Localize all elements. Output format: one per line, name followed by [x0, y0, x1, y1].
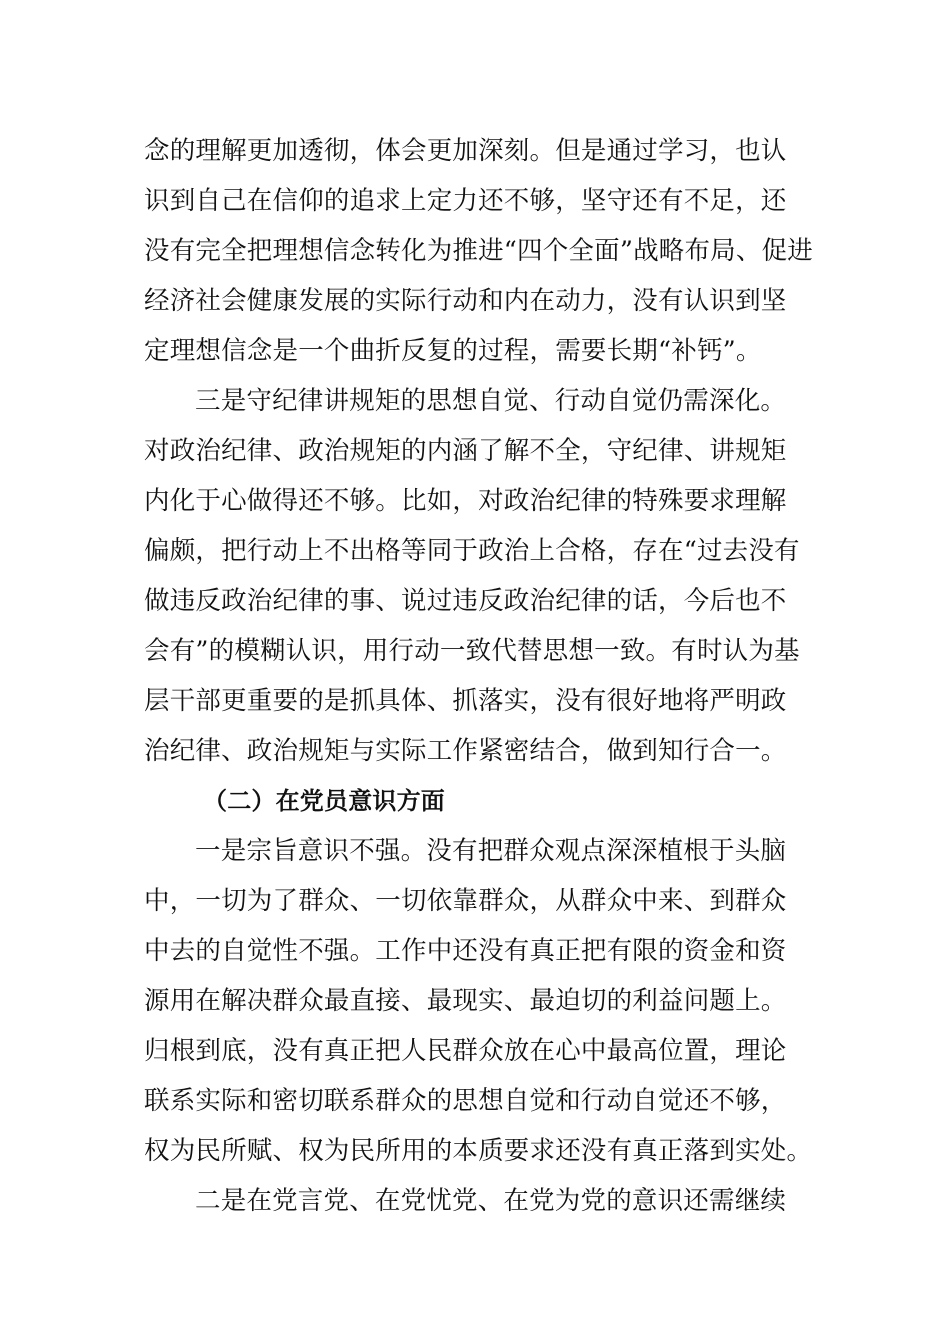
- text-line: 对政治纪律、政治规矩的内涵了解不全，守纪律、讲规矩: [144, 436, 787, 466]
- text-line: 联系实际和密切联系群众的思想自觉和行动自觉还不够，: [144, 1086, 787, 1116]
- text-line: 识到自己在信仰的追求上定力还不够，坚守还有不足，还: [144, 186, 787, 216]
- text-line: 归根到底，没有真正把人民群众放在心中最高位置，理论: [144, 1036, 787, 1066]
- paragraph-first-line: 三是守纪律讲规矩的思想自觉、行动自觉仍需深化。: [195, 386, 787, 416]
- section-heading: （二）在党员意识方面: [203, 787, 445, 815]
- text-line: 没有完全把理想信念转化为推进“四个全面”战略布局、促进: [144, 236, 813, 266]
- text-line: 源用在解决群众最直接、最现实、最迫切的利益问题上。: [144, 986, 787, 1016]
- paragraph-first-line: 一是宗旨意识不强。没有把群众观点深深植根于头脑: [195, 836, 787, 866]
- text-line: 会有”的模糊认识，用行动一致代替思想一致。有时认为基: [144, 636, 800, 666]
- text-line: 念的理解更加透彻，体会更加深刻。但是通过学习，也认: [144, 136, 787, 166]
- paragraph-first-line: 二是在党言党、在党忧党、在党为党的意识还需继续: [195, 1186, 787, 1216]
- text-line: 中去的自觉性不强。工作中还没有真正把有限的资金和资: [144, 936, 787, 966]
- text-line: 定理想信念是一个曲折反复的过程，需要长期“补钙”。: [144, 336, 762, 366]
- text-line: 层干部更重要的是抓具体、抓落实，没有很好地将严明政: [144, 686, 787, 716]
- text-line: 经济社会健康发展的实际行动和内在动力，没有认识到坚: [144, 286, 787, 316]
- text-line: 权为民所赋、权为民所用的本质要求还没有真正落到实处。: [144, 1136, 813, 1166]
- text-line: 做违反政治纪律的事、说过违反政治纪律的话，今后也不: [144, 586, 787, 616]
- text-line: 治纪律、政治规矩与实际工作紧密结合，做到知行合一。: [144, 736, 787, 766]
- text-line: 中，一切为了群众、一切依靠群众，从群众中来、到群众: [144, 886, 787, 916]
- text-line: 偏颇，把行动上不出格等同于政治上合格，存在“过去没有: [144, 536, 800, 566]
- text-line: 内化于心做得还不够。比如，对政治纪律的特殊要求理解: [144, 486, 787, 516]
